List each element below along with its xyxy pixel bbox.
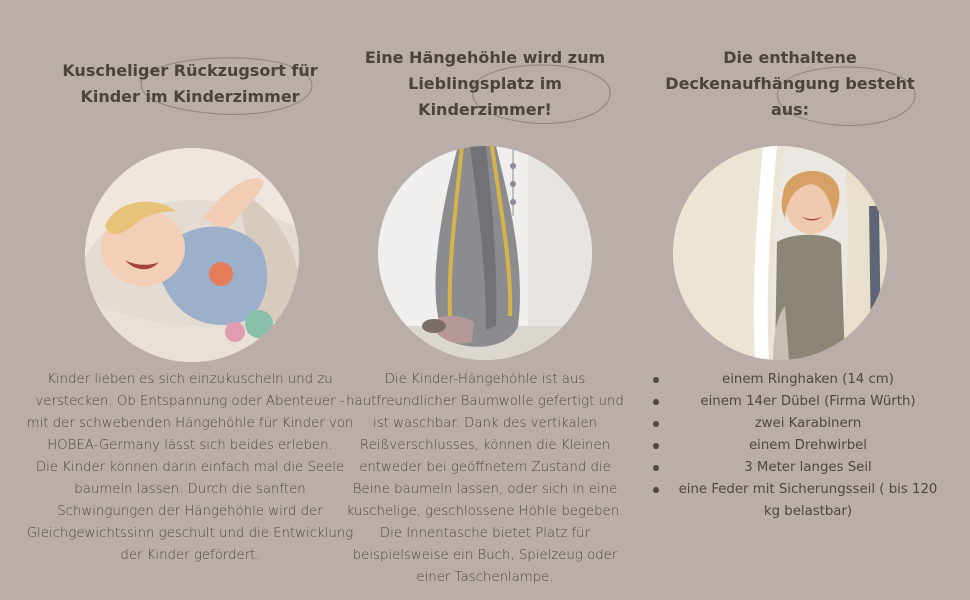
heading-line: Die enthaltene <box>723 48 857 67</box>
heading-line: Kinder im Kinderzimmer <box>80 87 300 106</box>
feature-column-favorite-place <box>340 0 630 600</box>
heading-line: Deckenaufhängung besteht <box>665 74 915 93</box>
section-heading <box>635 45 945 123</box>
heading-line: aus: <box>770 100 810 119</box>
list-item: einem Ringhaken (14 cm) <box>653 369 945 391</box>
list-item: zwei Karabinern <box>653 413 945 435</box>
section-heading <box>340 45 630 123</box>
heading-line: Eine Hängehöhle wird zum <box>364 48 606 67</box>
heading-wrap <box>635 45 945 123</box>
child-peeking-from-cave-icon <box>673 146 887 360</box>
body-paragraph: Die Kinder-Hängehöhle ist aus hautfreundlicher Baumwolle gefertigt und ist waschbar. Dank des vertikalen Reißverschlusses, können die Kleinen entweder bei geöffnetem Zustand die Beine baumeln lassen, oder sich in eine kuschelige, geschlossene Höhle begeben. Die Innentasche bietet Platz für beispielsweise ein Buch, Spielzeug oder einer Taschenlampe. <box>346 372 624 585</box>
photo-hanging-cave <box>378 146 592 360</box>
body-paragraph: Kinder lieben es sich einzukuscheln und zu verstecken. Ob Entspannung oder Abenteuer - mit der schwebenden Hängehöhle für Kinder von HOBEA-Germany lässt sich beides erleben. <box>26 372 354 453</box>
heading-line: Kinderzimmer! <box>418 100 552 119</box>
body-paragraph: Die Kinder können darin einfach mal die Seele baumeln lassen. Durch die sanften Schwingungen der Hängehöhle wird der Gleichgewichtssinn geschult und die Entwicklung der Kinder gefördert. <box>26 460 354 563</box>
heading-line: Kuscheliger Rückzugsort für <box>62 61 318 80</box>
hanging-cave-with-child-icon <box>378 146 592 360</box>
child-lying-in-cocoon-icon <box>85 148 299 362</box>
feature-column-ceiling-mount <box>635 0 945 600</box>
list-item: eine Feder mit Sicherungsseil ( bis 120 kg belastbar) <box>653 479 945 523</box>
list-item: einem 14er Dübel (Firma Würth) <box>653 391 945 413</box>
heading-wrap <box>25 58 355 110</box>
heading-line: Lieblingsplatz im <box>408 74 562 93</box>
section-body <box>25 369 355 567</box>
feature-column-cozy-retreat <box>25 0 355 600</box>
heading-wrap <box>340 45 630 123</box>
list-item: einem Drehwirbel <box>653 435 945 457</box>
section-body <box>340 369 630 589</box>
mount-parts-list <box>653 369 945 523</box>
photo-child-peeking <box>673 146 887 360</box>
list-item: 3 Meter langes Seil <box>653 457 945 479</box>
section-heading <box>25 58 355 110</box>
photo-child-lying <box>85 148 299 362</box>
